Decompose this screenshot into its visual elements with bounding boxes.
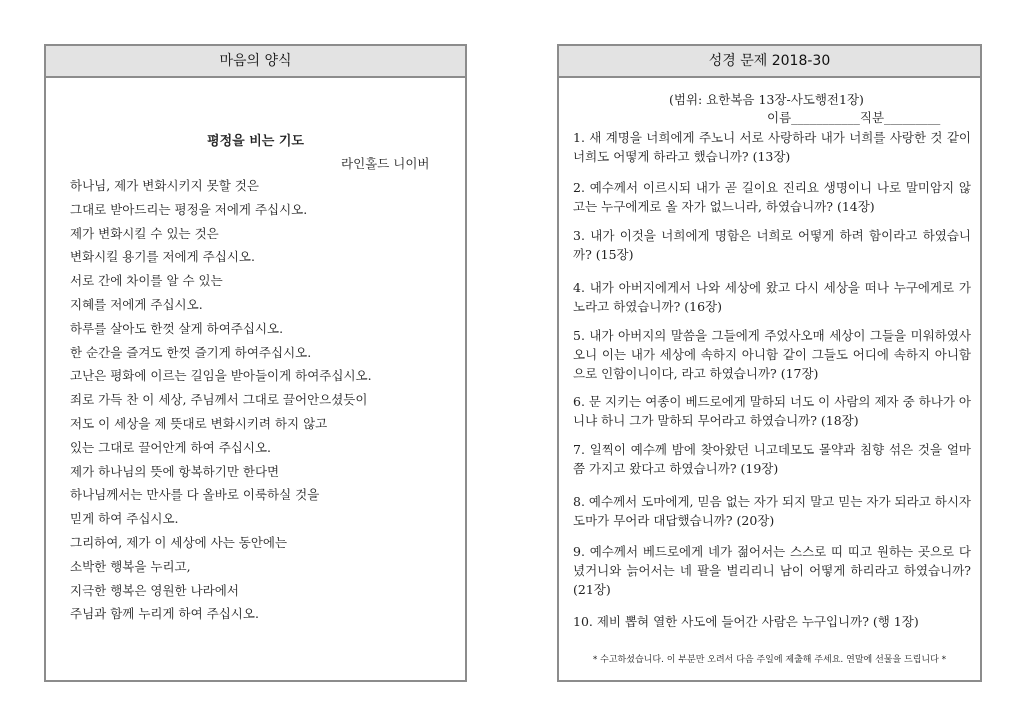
question-5: 5. 내가 아버지의 말씀을 그들에게 주었사오매 세상이 그들을 미워하였사오니 이는 내가 세상에 속하지 아니함 같이 그들도 어디에 속하지 아니함으로 인함이니이다, 라고 하였습니까? (17장) — [573, 328, 971, 381]
poem-line: 믿게 하여 주십시오. — [70, 511, 179, 527]
poem-line: 변화시킬 용기를 저에게 주십시오. — [70, 249, 255, 265]
question-10: 10. 제비 뽑혀 열한 사도에 들어간 사람은 누구입니까? (행 1장) — [573, 614, 919, 629]
poem-line: 제가 하나님의 뜻에 항복하기만 한다면 — [70, 463, 280, 479]
poem-author: 라인홀드 니이버 — [341, 156, 430, 171]
poem-line: 제가 변화시킬 수 있는 것은 — [70, 225, 219, 241]
question-7: 7. 일찍이 예수께 밤에 찾아왔던 니고데모도 몰약과 침향 섞은 것을 얼마쯤 가지고 왔다고 하였습니까? (19장) — [573, 442, 971, 476]
poem-line: 하나님께서는 만사를 다 올바로 이룩하실 것을 — [70, 487, 320, 503]
poem-line: 지혜를 저에게 주십시오. — [70, 296, 203, 312]
poem-line: 소박한 행복을 누리고, — [70, 558, 191, 574]
question-3: 3. 내가 이것을 너희에게 명함은 너희로 어떻게 하려 함이라고 하였습니까? (15장) — [573, 228, 971, 262]
poem-line: 지극한 행복은 영원한 나라에서 — [70, 582, 239, 598]
question-1: 1. 새 계명을 너희에게 주노니 서로 사랑하라 내가 너희를 사랑한 것 같이 너희도 어떻게 하라고 했습니까? (13장) — [573, 130, 971, 164]
question-2: 2. 예수께서 이르시되 내가 곧 길이요 진리요 생명이니 나로 말미암지 않고는 누구에게로 올 자가 없느니라, 하였습니까? (14장) — [573, 180, 971, 214]
poem-line: 고난은 평화에 이르는 길임을 받아들이게 하여주십시오. — [70, 368, 372, 384]
poem-line: 죄로 가득 찬 이 세상, 주님께서 그대로 끌어안으셨듯이 — [70, 392, 368, 408]
poem-body — [70, 174, 372, 626]
question-6: 6. 문 지키는 여종이 베드로에게 말하되 너도 이 사람의 제자 중 하나가 아니냐 하니 그가 말하되 무어라고 하였습니까? (18장) — [573, 394, 971, 428]
question-9: 9. 예수께서 베드로에게 네가 젊어서는 스스로 띠 띠고 원하는 곳으로 다녔거니와 늙어서는 네 팔을 벌리리니 남이 어떻게 하리라고 하였습니까? (21장) — [573, 544, 971, 597]
poem-line: 그리하여, 제가 이 세상에 사는 동안에는 — [70, 534, 288, 550]
meditation-header: 마음의 양식 — [46, 46, 465, 78]
poem-line: 서로 간에 차이를 알 수 있는 — [70, 273, 223, 289]
poem-line: 있는 그대로 끌어안게 하여 주십시오. — [70, 439, 271, 455]
name-position-field: 이름___________직분_________ — [767, 110, 941, 125]
meditation-panel — [44, 44, 467, 682]
question-8: 8. 예수께서 도마에게, 믿음 없는 자가 되지 말고 믿는 자가 되라고 하시자 도마가 무어라 대답했습니까? (20장) — [573, 494, 971, 528]
submission-note: * 수고하셨습니다. 이 부분만 오려서 다음 주일에 제출해 주세요. 연말에 선물을 드립니다 * — [592, 655, 947, 665]
poem-line: 주님과 함께 누리게 하여 주십시오. — [70, 606, 259, 622]
poem-line: 하루를 살아도 한껏 살게 하여주십시오. — [70, 320, 284, 336]
poem-line: 저도 이 세상을 제 뜻대로 변화시키려 하지 않고 — [70, 415, 328, 431]
quiz-header: 성경 문제 2018-30 — [559, 46, 980, 78]
question-4: 4. 내가 아버지에게서 나와 세상에 왔고 다시 세상을 떠나 누구에게로 가노라고 하였습니까? (16장) — [573, 280, 971, 314]
quiz-range: (범위: 요한복음 13장-사도행전1장) — [669, 92, 864, 107]
poem-line: 그대로 받아드리는 평정을 저에게 주십시오. — [70, 201, 308, 217]
bible-quiz-panel — [557, 44, 982, 682]
poem-line: 한 순간을 즐겨도 한껏 즐기게 하여주십시오. — [70, 344, 312, 360]
poem-title: 평정을 비는 기도 — [207, 134, 304, 149]
poem-line: 하나님, 제가 변화시키지 못할 것은 — [70, 178, 259, 193]
